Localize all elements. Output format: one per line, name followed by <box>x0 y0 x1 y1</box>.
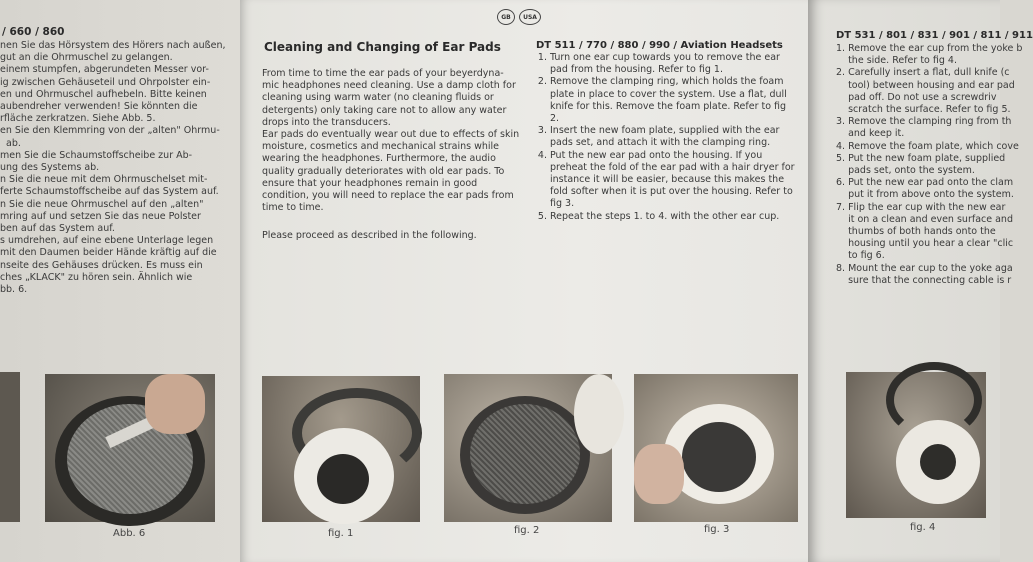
step-item: 4. Put the new ear pad onto the housing. If you preheat the fold of the ear pad with a hair dryer for instance it will be easier, because this makes the fold softer when it is put over the housing. Refer to fig 3. <box>550 150 796 211</box>
right-page <box>808 0 1033 562</box>
right-text-line: it on a clean and even surface and <box>836 213 1013 225</box>
right-text-line: tool) between housing and ear pad <box>836 79 1015 91</box>
proceed-text: Please proceed as described in the following. <box>262 230 477 241</box>
fig-1-caption: fig. 1 <box>328 528 354 539</box>
right-text-line: housing until you hear a clear "clic <box>836 238 1014 250</box>
gb-badge: GB <box>497 9 515 25</box>
left-page <box>0 0 240 562</box>
right-text-line: the side. Refer to fig 4. <box>836 55 957 67</box>
abb-6-photo-main <box>45 374 215 522</box>
fig-1-photo <box>262 376 420 522</box>
left-text-line: ig zwischen Gehäuseteil und Ohrpolster ein- <box>0 76 211 88</box>
left-text-line: n Sie die neue mit dem Ohrmuschelset mit- <box>0 174 208 186</box>
right-model-heading: DT 531 / 801 / 831 / 901 / 811 / 911 <box>836 30 1033 41</box>
fig-4-photo <box>846 372 986 518</box>
right-text-line: pad off. Do not use a screwdriv <box>836 91 997 103</box>
intro-line: quality gradually deteriorates with old ear pads. To <box>262 165 505 177</box>
fig-2-photo <box>444 374 612 522</box>
right-text-line: 8. Mount the ear cup to the yoke aga <box>836 262 1013 274</box>
right-text-line: 2. Carefully insert a flat, dull knife (c <box>836 67 1010 79</box>
right-text-line: 6. Put the new ear pad onto the clam <box>836 177 1014 189</box>
intro-line: condition, you will need to replace the ear pads from <box>262 190 514 202</box>
step-item: 2. Remove the clamping ring, which holds the foam plate in place to cover the system. Use a flat, dull knife for this. Remove the foam plate. Refer to fig 2. <box>550 76 796 125</box>
fig-2-caption: fig. 2 <box>514 525 540 536</box>
left-text-line: bb. 6. <box>0 284 28 296</box>
intro-line: wearing the headphones. Furthermore, the audio <box>262 153 496 165</box>
left-page-heading: / 660 / 860 <box>2 26 65 38</box>
left-text-line: s umdrehen, auf eine ebene Unterlage legen <box>0 235 214 247</box>
intro-line: time to time. <box>262 202 324 214</box>
left-text-line: mit den Daumen beider Hände kräftig auf die <box>0 247 217 259</box>
left-text-line: ung des Systems ab. <box>0 162 100 174</box>
usa-badge: USA <box>519 9 541 25</box>
right-text-line: 3. Remove the clamping ring from th <box>836 116 1012 128</box>
left-text-line: ben auf das System auf. <box>0 223 115 235</box>
steps-list <box>536 52 796 223</box>
intro-line: cleaning using warm water (no cleaning fluids or <box>262 92 494 104</box>
intro-line: mic headphones need cleaning. Use a damp cloth for <box>262 80 516 92</box>
intro-line: drops into the transducers. <box>262 116 391 128</box>
left-text-line: nseite des Gehäuses drücken. Es muss ein <box>0 259 203 271</box>
right-text-line: 4. Remove the foam plate, which cove <box>836 140 1019 152</box>
step-item: 3. Insert the new foam plate, supplied with the ear pads set, and attach it with the clamping ring. <box>550 125 796 149</box>
left-text-line: nen Sie das Hörsystem des Hörers nach außen, <box>0 40 226 51</box>
right-text-line: and keep it. <box>836 128 905 140</box>
model-heading: DT 511 / 770 / 880 / 990 / Aviation Headsets <box>536 40 783 51</box>
left-text-line: aubendreher verwenden! Sie könnten die <box>0 101 198 113</box>
abb-6-caption: Abb. 6 <box>113 528 146 539</box>
left-text-line: ab. <box>0 137 21 149</box>
right-text-line: 5. Put the new foam plate, supplied <box>836 152 1006 164</box>
right-page-text <box>836 43 1023 287</box>
language-badges <box>497 9 541 25</box>
left-page-text <box>0 40 240 296</box>
step-item: 1. Turn one ear cup towards you to remove the ear pad from the housing. Refer to fig 1. <box>550 52 796 76</box>
right-text-line: 1. Remove the ear cup from the yoke b <box>836 43 1023 54</box>
left-text-line: mring auf und setzen Sie das neue Polster <box>0 210 201 222</box>
right-text-line: put it from above onto the system. <box>836 189 1014 201</box>
left-text-line: ches „KLACK" zu hören sein. Ähnlich wie <box>0 271 193 283</box>
intro-line: ensure that your headphones remain in good <box>262 177 478 189</box>
right-text-line: sure that the connecting cable is r <box>836 274 1012 286</box>
fig-4-caption: fig. 4 <box>910 522 936 533</box>
fig-3-photo <box>634 374 798 522</box>
left-text-line: einem stumpfen, abgerundeten Messer vor- <box>0 64 209 76</box>
fig-3-caption: fig. 3 <box>704 524 730 535</box>
right-text-line: scratch the surface. Refer to fig 5. <box>836 104 1011 116</box>
right-text-line: to fig 6. <box>836 250 885 262</box>
left-text-line: en und Ohrmuschel aufhebeln. Bitte keinen <box>0 88 207 100</box>
left-text-line: ferte Schaumstoffscheibe auf das System auf. <box>0 186 219 198</box>
left-text-line: en Sie den Klemmring von der „alten" Ohrmu- <box>0 125 220 137</box>
left-text-line: n Sie die neue Ohrmuschel auf den „alten" <box>0 198 204 210</box>
intro-text <box>262 68 522 214</box>
intro-line: detergents) only taking care not to allow any water <box>262 104 507 116</box>
section-title: Cleaning and Changing of Ear Pads <box>264 40 501 54</box>
right-text-line: thumbs of both hands onto the <box>836 226 996 238</box>
abb-6-photo <box>0 372 20 522</box>
left-text-line: men Sie die Schaumstoffscheibe zur Ab- <box>0 149 193 161</box>
left-text-line: gut an die Ohrmuschel zu gelangen. <box>0 52 173 64</box>
intro-line: moisture, cosmetics and mechanical strains while <box>262 141 499 153</box>
right-text-line: 7. Flip the ear cup with the new ear <box>836 201 1006 213</box>
left-text-line: rfläche zerkratzen. Siehe Abb. 5. <box>0 113 156 125</box>
step-item: 5. Repeat the steps 1. to 4. with the other ear cup. <box>550 211 796 223</box>
intro-line: Ear pads do eventually wear out due to effects of skin <box>262 129 520 141</box>
middle-page <box>240 0 808 562</box>
right-text-line: pads set, onto the system. <box>836 165 975 177</box>
intro-line: From time to time the ear pads of your beyerdyna- <box>262 68 504 79</box>
